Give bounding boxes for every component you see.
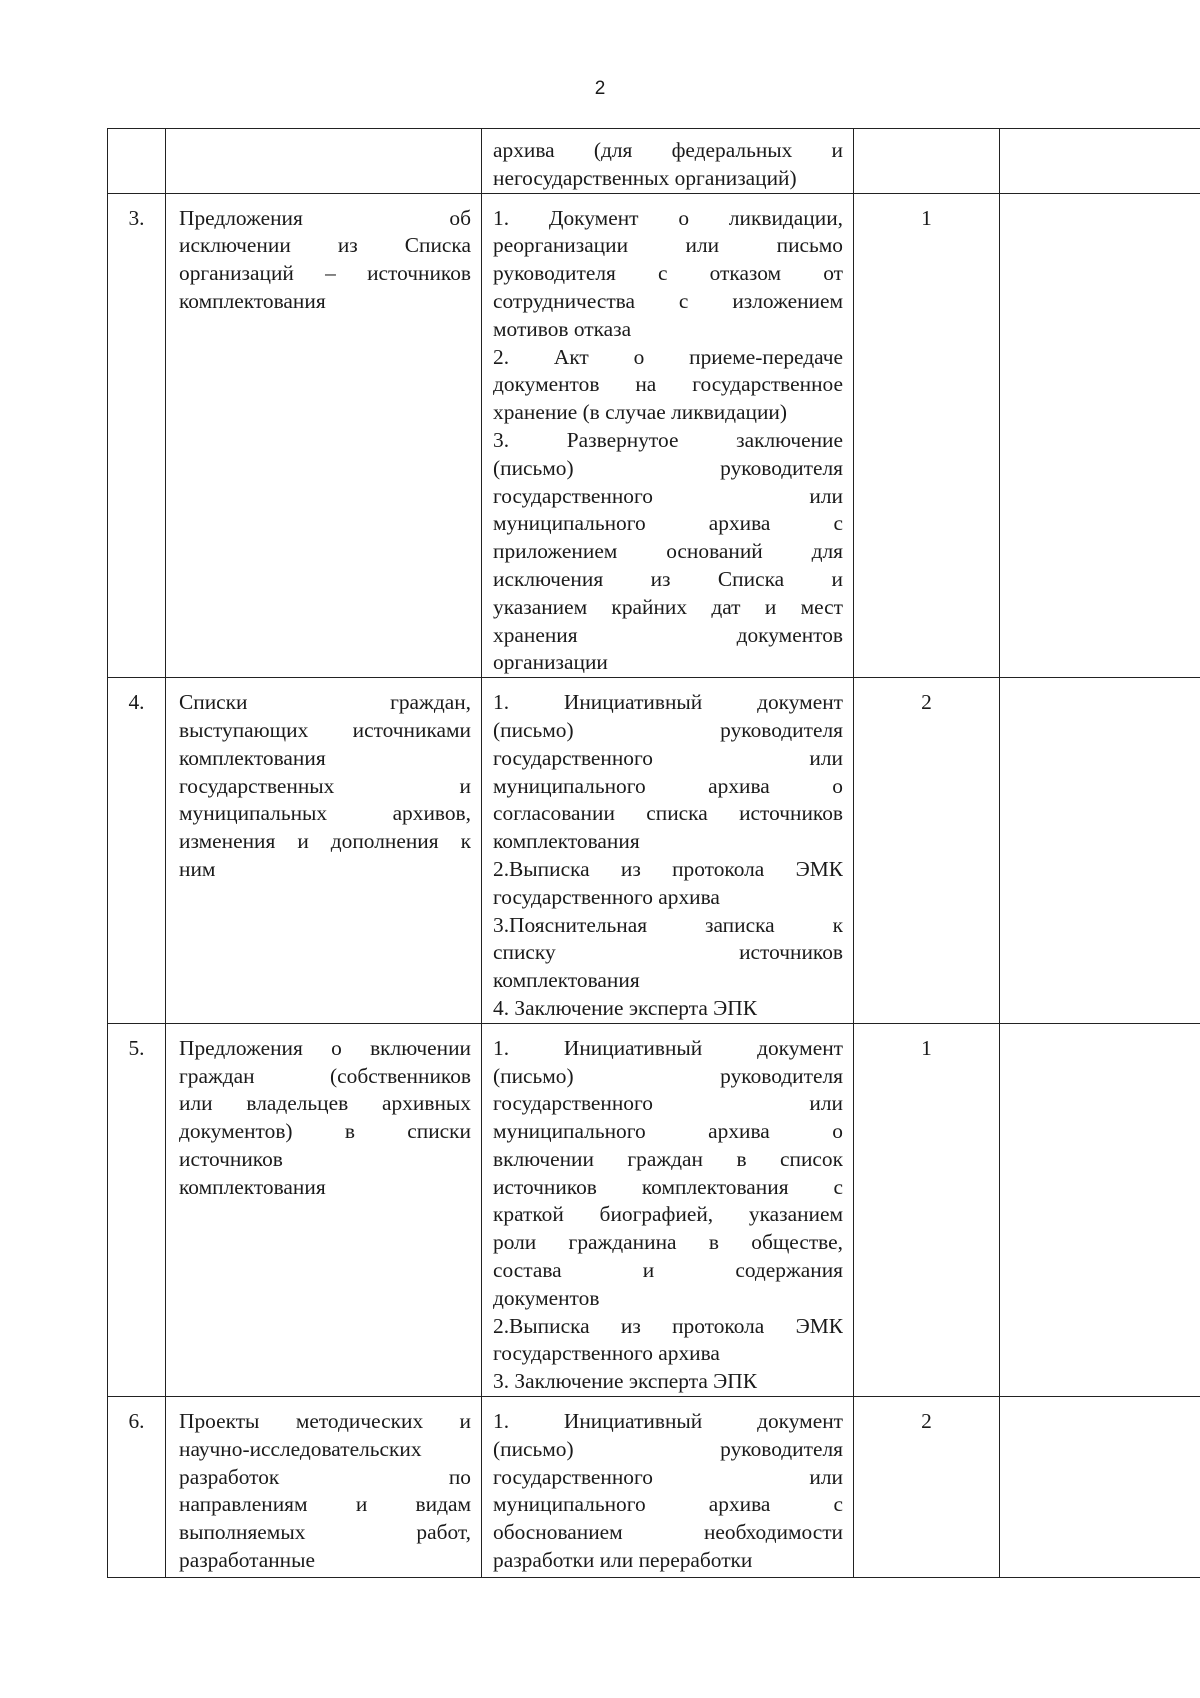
document-item (493, 1035, 843, 1313)
row-number: 6. (108, 1397, 166, 1578)
row-quantity: 1 (854, 193, 1000, 678)
row-name (166, 678, 482, 1024)
row-name-line: направлениям и видам (179, 1492, 471, 1517)
row-quantity: 1 (854, 1023, 1000, 1396)
row-quantity: 2 (854, 1397, 1000, 1578)
document-item-line: роли гражданина в обществе, (493, 1230, 843, 1255)
document-item (493, 205, 843, 344)
document-item-line: (письмо) руководителя (493, 1063, 843, 1088)
row-name-line: Проекты методических и (179, 1409, 471, 1434)
row-documents (482, 1397, 854, 1578)
document-item-line: 3. Заключение эксперта ЭПК (493, 1369, 757, 1394)
row-name (166, 193, 482, 678)
row-extra (1000, 1023, 1200, 1396)
document-item-line: 2.Выписка из протокола ЭМК (493, 856, 843, 881)
document-item-line: государственного архива (493, 884, 720, 909)
row-documents (482, 129, 854, 194)
document-item-line: указанием крайних дат и мест (493, 594, 843, 619)
document-item (493, 856, 843, 912)
document-item (493, 1408, 843, 1575)
documents-table (107, 128, 1200, 1578)
row-name (166, 1397, 482, 1578)
table-row (108, 1397, 1200, 1578)
document-item-line: руководителя с отказом от (493, 261, 843, 286)
document-item-line: государственного или (493, 1464, 843, 1489)
document-item-line: разработки или переработки (493, 1548, 753, 1573)
document-item-line: государственного архива (493, 1341, 720, 1366)
document-item (493, 1313, 843, 1369)
document-item-line: краткой биографией, указанием (493, 1202, 843, 1227)
row-name-line: выполняемых работ, (179, 1520, 471, 1545)
document-item-line: 1. Инициативный документ (493, 690, 843, 715)
document-item-line: документов (493, 1285, 600, 1310)
document-item-line: комплектования (493, 968, 640, 993)
document-item-line: 1. Инициативный документ (493, 1409, 843, 1434)
row-quantity: 2 (854, 678, 1000, 1024)
document-item-line: 3.Пояснительная записка к (493, 912, 843, 937)
row-extra (1000, 193, 1200, 678)
row-name-line: муниципальных архивов, (179, 801, 471, 826)
row-documents (482, 193, 854, 678)
row-name-line: комплектования (179, 1174, 326, 1199)
document-item-line: источников комплектования с (493, 1174, 843, 1199)
document-item-line: государственного или (493, 483, 843, 508)
row-number: 5. (108, 1023, 166, 1396)
row-name-line: источников (179, 1146, 283, 1171)
row-name-line: ним (179, 856, 216, 881)
row-name-line: разработок по (179, 1464, 471, 1489)
document-item (493, 995, 843, 1023)
document-item-line: сотрудничества с изложением (493, 288, 843, 313)
row-quantity (854, 129, 1000, 194)
document-item (493, 344, 843, 427)
row-number (108, 129, 166, 194)
document-item (493, 689, 843, 856)
document-item-line: 2.Выписка из протокола ЭМК (493, 1313, 843, 1338)
document-item-line: организации (493, 650, 608, 675)
document-item-line: 1. Документ о ликвидации, (493, 205, 843, 230)
table-row (108, 193, 1200, 678)
document-item-line: муниципального архива о (493, 1119, 843, 1144)
document-item-line: (письмо) руководителя (493, 717, 843, 742)
document-item-line: (письмо) руководителя (493, 455, 843, 480)
document-item-line: муниципального архива с (493, 1492, 843, 1517)
row-extra (1000, 678, 1200, 1024)
document-item-line: хранения документов (493, 622, 843, 647)
row-name-line: Списки граждан, (179, 690, 471, 715)
row-name (166, 1023, 482, 1396)
table-row (108, 1023, 1200, 1396)
row-extra (1000, 1397, 1200, 1578)
row-name-line: государственных и (179, 773, 471, 798)
document-item-line: муниципального архива с (493, 511, 843, 536)
page-number: 2 (594, 78, 606, 99)
row-number: 4. (108, 678, 166, 1024)
document-item-line: муниципального архива о (493, 773, 843, 798)
row-name-line: исключении из Списка (179, 233, 471, 258)
table-row (108, 678, 1200, 1024)
document-item-line: списку источников (493, 940, 843, 965)
document-item-line: состава и содержания (493, 1258, 843, 1283)
document-item-line: государственного или (493, 1091, 843, 1116)
document-item (493, 427, 843, 677)
document-item-line: 1. Инициативный документ (493, 1035, 843, 1060)
row-name-line: организаций – источников (179, 261, 471, 286)
document-item-line: обоснованием необходимости (493, 1520, 843, 1545)
row-documents (482, 678, 854, 1024)
document-item (493, 137, 843, 193)
document-item (493, 1368, 843, 1396)
row-name-line: документов) в списки (179, 1119, 471, 1144)
row-name-line: выступающих источниками (179, 717, 471, 742)
document-item-line: 3. Развернутое заключение (493, 427, 843, 452)
row-documents (482, 1023, 854, 1396)
row-number: 3. (108, 193, 166, 678)
row-name-line: граждан (собственников (179, 1063, 471, 1088)
document-item-line: архива (для федеральных и (493, 138, 843, 162)
row-name-line: Предложения об (179, 205, 471, 230)
document-item-line: 4. Заключение эксперта ЭПК (493, 995, 757, 1020)
document-item-line: 2. Акт о приеме-передаче (493, 344, 843, 369)
document-item-line: реорганизации или письмо (493, 233, 843, 258)
document-item-line: включении граждан в список (493, 1146, 843, 1171)
document-item-line: негосударственных организаций) (493, 165, 797, 190)
document-item (493, 912, 843, 995)
table-row (108, 129, 1200, 194)
document-item-line: согласовании списка источников (493, 801, 843, 826)
table-body (108, 129, 1200, 1578)
row-name-line: комплектования (179, 288, 326, 313)
row-name (166, 129, 482, 194)
row-name-line: комплектования (179, 745, 326, 770)
document-item-line: государственного или (493, 745, 843, 770)
document-item-line: хранение (в случае ликвидации) (493, 400, 787, 425)
row-name-line: или владельцев архивных (179, 1091, 471, 1116)
document-item-line: мотивов отказа (493, 316, 632, 341)
row-name-line: разработанные (179, 1548, 315, 1573)
document-item-line: документов на государственное (493, 372, 843, 397)
row-name-line: научно-исследовательских (179, 1436, 422, 1461)
document-item-line: (письмо) руководителя (493, 1436, 843, 1461)
document-item-line: комплектования (493, 829, 640, 854)
document-item-line: исключения из Списка и (493, 566, 843, 591)
row-extra (1000, 129, 1200, 194)
row-name-line: изменения и дополнения к (179, 829, 471, 854)
document-item-line: приложением оснований для (493, 539, 843, 564)
row-name-line: Предложения о включении (179, 1035, 471, 1060)
